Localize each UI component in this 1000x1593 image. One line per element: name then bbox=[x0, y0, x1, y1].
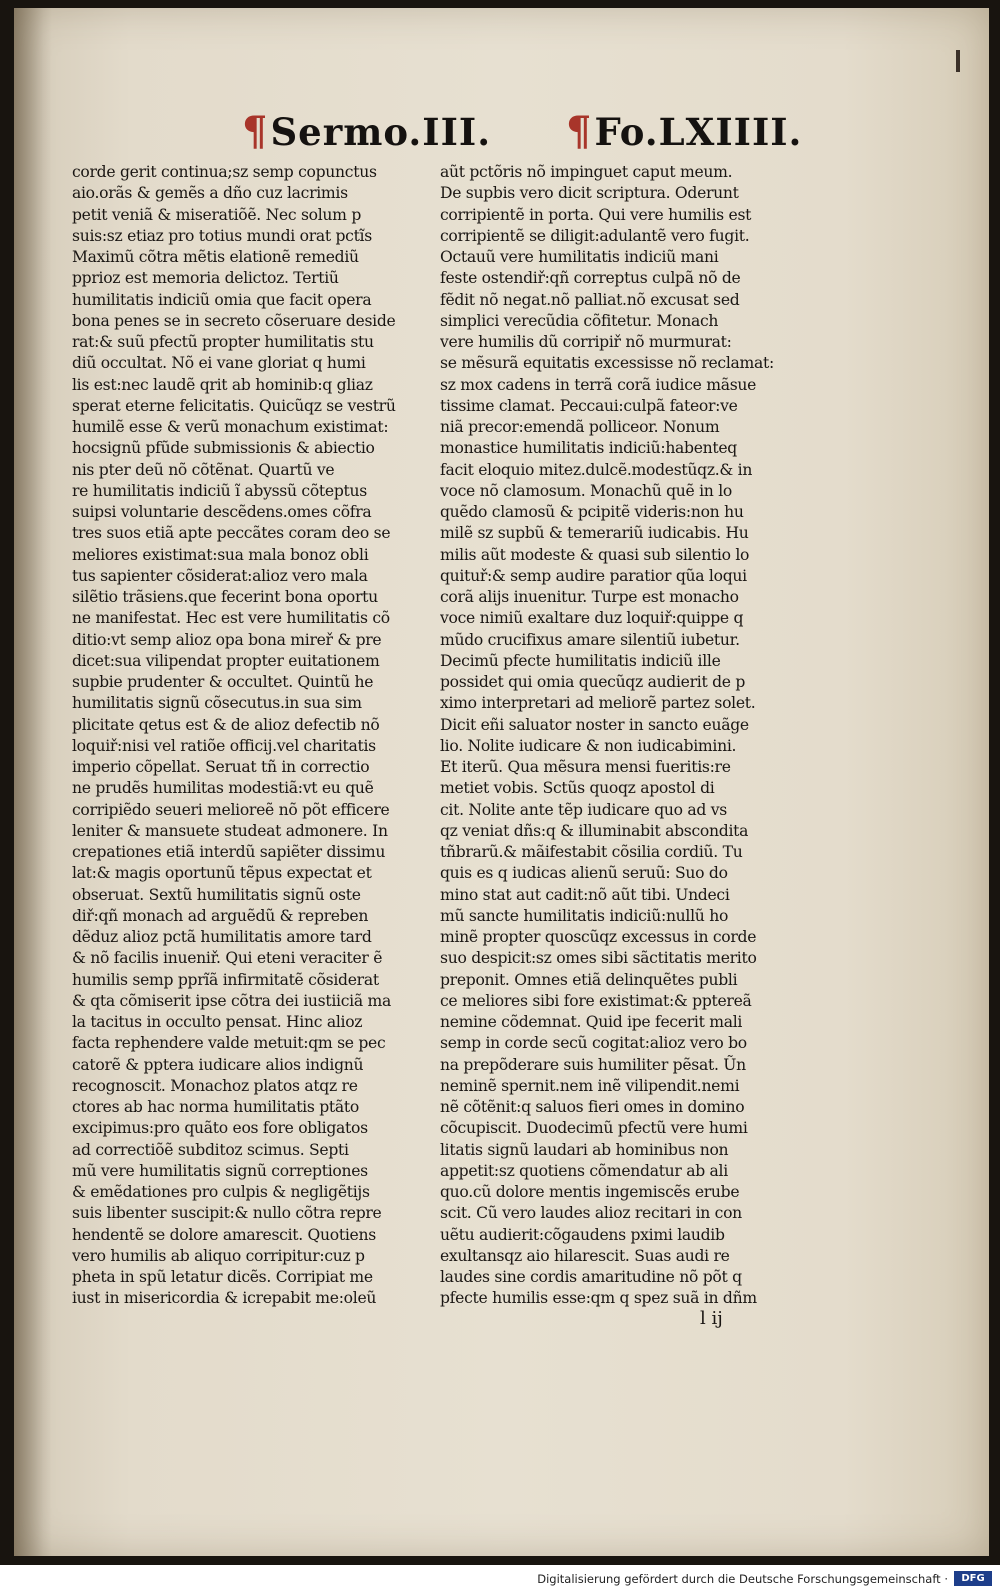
text-line: excipimus:pro quãto eos fore obligatos bbox=[72, 1119, 368, 1138]
text-line: metiet vobis. Sctũs quoqz apostol di bbox=[440, 779, 715, 798]
text-line: suipsi voluntarie descẽdens.omes cõfra bbox=[72, 503, 372, 521]
text-line: minẽ propter quoscũqz excessus in corde bbox=[440, 928, 757, 946]
text-line: possidet qui omia quecũqz audierit de p bbox=[440, 673, 746, 691]
text-line: corripientẽ se diligit:adulantẽ vero fugit. bbox=[440, 226, 750, 245]
text-line: Octauũ vere humilitatis indiciũ mani bbox=[440, 248, 719, 266]
running-head-left bbox=[242, 108, 491, 155]
text-line: ne prudẽs humilitas modestiã:vt eu quẽ bbox=[72, 779, 374, 798]
text-line: appetit:sz quotiens cõmendatur ab ali bbox=[440, 1161, 728, 1180]
text-line: quẽdo clamosũ & pcipitẽ videris:non hu bbox=[440, 503, 744, 521]
text-line: ximo interpretari ad meliorẽ partez solet. bbox=[440, 694, 756, 713]
text-line: tissime clamat. Peccaui:culpã fateor:ve bbox=[440, 396, 738, 415]
text-line: loquiř:nisi vel ratiõe officij.vel charitatis bbox=[72, 736, 376, 755]
text-line: mũ vere humilitatis signũ correptiones bbox=[72, 1161, 368, 1180]
text-line: la tacitus in occulto pensat. Hinc alioz bbox=[72, 1013, 363, 1031]
text-line: hendentẽ se dolore amarescit. Quotiens bbox=[72, 1225, 376, 1244]
text-line: petit veniã & miseratiõẽ. Nec solum p bbox=[72, 205, 361, 224]
text-line: quis es q iudicas alienũ seruũ: Suo do bbox=[440, 864, 728, 883]
text-line: re humilitatis indiciũ ĩ abyssũ cõteptus bbox=[72, 481, 367, 500]
text-line: cit. Nolite ante tẽp iudicare quo ad vs bbox=[440, 800, 727, 819]
page-header bbox=[0, 108, 1000, 168]
text-line: ditio:vt semp alioz opa bona mireř & pre bbox=[72, 630, 382, 649]
text-line: quituř:& semp audire paratior qũa loqui bbox=[440, 566, 747, 585]
text-line: corã alijs inuenitur. Turpe est monacho bbox=[440, 588, 739, 606]
text-line: se mẽsurã equitatis excessisse nõ reclamat: bbox=[440, 354, 774, 373]
text-line: exultansqz aio hilarescit. Suas audi re bbox=[440, 1246, 730, 1265]
text-line: aio.orãs & gemẽs a dño cuz lacrimis bbox=[72, 184, 348, 203]
text-line: tus sapienter cõsiderat:alioz vero mala bbox=[72, 566, 368, 585]
text-line: ctores ab hac norma humilitatis ptãto bbox=[72, 1098, 359, 1116]
right-text-column bbox=[440, 162, 790, 1310]
text-line: tres suos etiã apte peccãtes coram deo se bbox=[72, 524, 391, 543]
text-line: simplici verecũdia cõfitetur. Monach bbox=[440, 311, 719, 330]
text-line: humilitatis indiciũ omia que facit opera bbox=[72, 290, 372, 309]
text-line: vere humilis dũ corripiř nõ murmurat: bbox=[440, 333, 732, 351]
text-line: pfecte humilis esse:qm q spez suã in dñm bbox=[440, 1289, 757, 1308]
text-line: facit eloquio mitez.dulcẽ.modestũqz.& in bbox=[440, 460, 753, 479]
text-line: nẽ cõtẽnit:q saluos fieri omes in domino bbox=[440, 1098, 745, 1116]
text-line: neminẽ spernit.nem inẽ vilipendit.nemi bbox=[440, 1076, 740, 1095]
signature-mark: l ij bbox=[700, 1308, 723, 1329]
text-line: fẽdit nõ negat.nõ palliat.nõ excusat sed bbox=[440, 290, 740, 309]
text-line: obseruat. Sextũ humilitatis signũ oste bbox=[72, 885, 361, 904]
text-line: tñbrarũ.& mãifestabit cõsilia cordiũ. Tu bbox=[440, 843, 743, 861]
text-line: quo.cũ dolore mentis ingemiscẽs erube bbox=[440, 1183, 740, 1201]
text-line: sperat eterne felicitatis. Quicũqz se vestrũ bbox=[72, 396, 396, 415]
running-head-right bbox=[566, 108, 802, 155]
text-line: nemine cõdemnat. Quid ipe fecerit mali bbox=[440, 1013, 743, 1031]
text-line: voce nimiũ exaltare duz loquiř:quippe q bbox=[440, 609, 744, 628]
text-line: crepationes etiã interdũ sapiẽter dissimu bbox=[72, 843, 386, 861]
red-initial-mark: ¶ bbox=[566, 108, 593, 155]
dfg-logo: DFG bbox=[954, 1571, 992, 1586]
text-line: leniter & mansuete studeat admonere. In bbox=[72, 821, 388, 840]
text-line: ce meliores sibi fore existimat:& pptereã bbox=[440, 991, 752, 1010]
sermon-title: Sermo.III. bbox=[270, 110, 492, 154]
text-line: preponit. Omnes etiã delinquẽtes publi bbox=[440, 970, 738, 989]
text-line: Decimũ pfecte humilitatis indiciũ ille bbox=[440, 651, 721, 670]
text-line: laudes sine cordis amaritudine nõ põt q bbox=[440, 1268, 742, 1286]
text-line: uẽtu audierit:cõgaudens pximi laudib bbox=[440, 1225, 725, 1244]
text-line: mũ sancte humilitatis indiciũ:nullũ ho bbox=[440, 906, 729, 925]
left-text-column bbox=[72, 162, 418, 1310]
text-line: milis aũt modeste & quasi sub silentio lo bbox=[440, 545, 750, 564]
text-line: pprioz est memoria delictoz. Tertiũ bbox=[72, 269, 339, 288]
text-line: humilẽ esse & verũ monachum existimat: bbox=[72, 418, 389, 436]
text-line: scit. Cũ vero laudes alioz recitari in con bbox=[440, 1204, 742, 1223]
funding-credit: Digitalisierung gefördert durch die Deutsche Forschungsgemeinschaft · bbox=[537, 1572, 948, 1586]
text-line: voce nõ clamosum. Monachũ quẽ in lo bbox=[440, 481, 732, 500]
text-line: pheta in spũ letatur dicẽs. Corripiat me bbox=[72, 1268, 373, 1286]
text-line: mũdo crucifixus amare silentiũ iubetur. bbox=[440, 630, 740, 649]
text-line: humilis semp pprĩã infirmitatẽ cõsiderat bbox=[72, 970, 379, 989]
text-line: semp in corde secũ cogitat:alioz vero bo bbox=[440, 1034, 747, 1053]
text-line: humilitatis signũ cõsecutus.in sua sim bbox=[72, 694, 362, 713]
text-line: corde gerit continua;sz semp copunctus bbox=[72, 163, 377, 181]
text-line: Maximũ cõtra mẽtis elationẽ remediũ bbox=[72, 248, 359, 266]
footer-bar bbox=[0, 1566, 1000, 1593]
text-line: mino stat aut cadit:nõ aũt tibi. Undeci bbox=[440, 885, 730, 904]
red-initial-mark: ¶ bbox=[242, 108, 269, 155]
text-line: silẽtio trãsiens.que fecerint bona oportu bbox=[72, 588, 378, 606]
text-line: bona penes se in secreto cõseruare deside bbox=[72, 311, 396, 330]
text-line: De supbis vero dicit scriptura. Oderunt bbox=[440, 184, 739, 203]
text-line: diũ occultat. Nõ ei vane gloriat q humi bbox=[72, 354, 366, 373]
text-line: monastice humilitatis indiciũ:habenteq bbox=[440, 439, 737, 458]
page-corner-mark bbox=[956, 50, 960, 72]
text-line: sz mox cadens in terrã corã iudice mãsue bbox=[440, 375, 757, 394]
text-line: rat:& suũ pfectũ propter humilitatis stu bbox=[72, 333, 374, 351]
text-line: niã precor:emendã polliceor. Nonum bbox=[440, 418, 720, 436]
text-line: aũt pctõris nõ impinguet caput meum. bbox=[440, 163, 733, 181]
text-line: Et iterũ. Qua mẽsura mensi fueritis:re bbox=[440, 758, 731, 776]
text-line: qz veniat dñs:q & illuminabit abscondita bbox=[440, 821, 749, 840]
text-line: ne manifestat. Hec est vere humilitatis cõ bbox=[72, 609, 390, 628]
text-line: litatis signũ laudari ab hominibus non bbox=[440, 1140, 729, 1159]
text-line: Dicit eñi saluator noster in sancto euãge bbox=[440, 715, 749, 734]
text-line: dẽduz alioz pctã humilitatis amore tard bbox=[72, 928, 372, 946]
text-line: iust in misericordia & icrepabit me:oleũ bbox=[72, 1289, 377, 1308]
text-line: & qta cõmiserit ipse cõtra dei iustiiciã ma bbox=[72, 991, 391, 1010]
text-line: catorẽ & pptera iudicare alios indignũ bbox=[72, 1055, 364, 1074]
text-line: plicitate qetus est & de alioz defectib nõ bbox=[72, 715, 380, 734]
text-line: supbie prudenter & occultet. Quintũ he bbox=[72, 673, 374, 691]
text-line: corripiẽdo seueri melioreẽ nõ põt efficere bbox=[72, 800, 390, 819]
text-line: feste ostendiř:qñ correptus culpã nõ de bbox=[440, 269, 741, 288]
text-line: suis:sz etiaz pro totius mundi orat pctĩs bbox=[72, 226, 372, 245]
text-line: lio. Nolite iudicare & non iudicabimini. bbox=[440, 736, 737, 755]
folio-number: Fo.LXIIII. bbox=[594, 110, 803, 154]
text-line: diř:qñ monach ad arguẽdũ & repreben bbox=[72, 906, 369, 925]
text-line: & nõ facilis inueniř. Qui eteni veraciter ẽ bbox=[72, 949, 383, 968]
text-line: nis pter deũ nõ cõtẽnat. Quartũ ve bbox=[72, 460, 335, 479]
text-line: hocsignũ pfũde submissionis & abiectio bbox=[72, 439, 375, 458]
text-line: na prepõderare suis humiliter pẽsat. Ũn bbox=[440, 1055, 746, 1074]
text-line: lis est:nec laudẽ qrit ab hominib:q gliaz bbox=[72, 375, 373, 394]
text-line: vero humilis ab aliquo corripitur:cuz p bbox=[72, 1246, 365, 1265]
text-line: & emẽdationes pro culpis & negligẽtijs bbox=[72, 1183, 370, 1201]
text-line: lat:& magis oportunũ tẽpus expectat et bbox=[72, 864, 372, 883]
text-line: meliores existimat:sua mala bonoz obli bbox=[72, 545, 369, 564]
text-line: recognoscit. Monachoz platos atqz re bbox=[72, 1076, 358, 1095]
text-line: dicet:sua vilipendat propter euitationem bbox=[72, 651, 380, 670]
text-line: cõcupiscit. Duodecimũ pfectũ vere humi bbox=[440, 1119, 748, 1138]
text-line: facta rephendere valde metuit:qm se pec bbox=[72, 1034, 386, 1053]
text-line: suis libenter suscipit:& nullo cõtra repre bbox=[72, 1204, 382, 1223]
text-line: suo despicit:sz omes sibi sãctitatis merito bbox=[440, 949, 757, 968]
text-line: milẽ sz supbũ & temerariũ iudicabis. Hu bbox=[440, 524, 749, 543]
text-line: ad correctiõẽ subditoz scimus. Septi bbox=[72, 1140, 349, 1159]
text-line: imperio cõpellat. Seruat tñ in correctio bbox=[72, 758, 370, 776]
text-line: corripientẽ in porta. Qui vere humilis est bbox=[440, 205, 752, 224]
